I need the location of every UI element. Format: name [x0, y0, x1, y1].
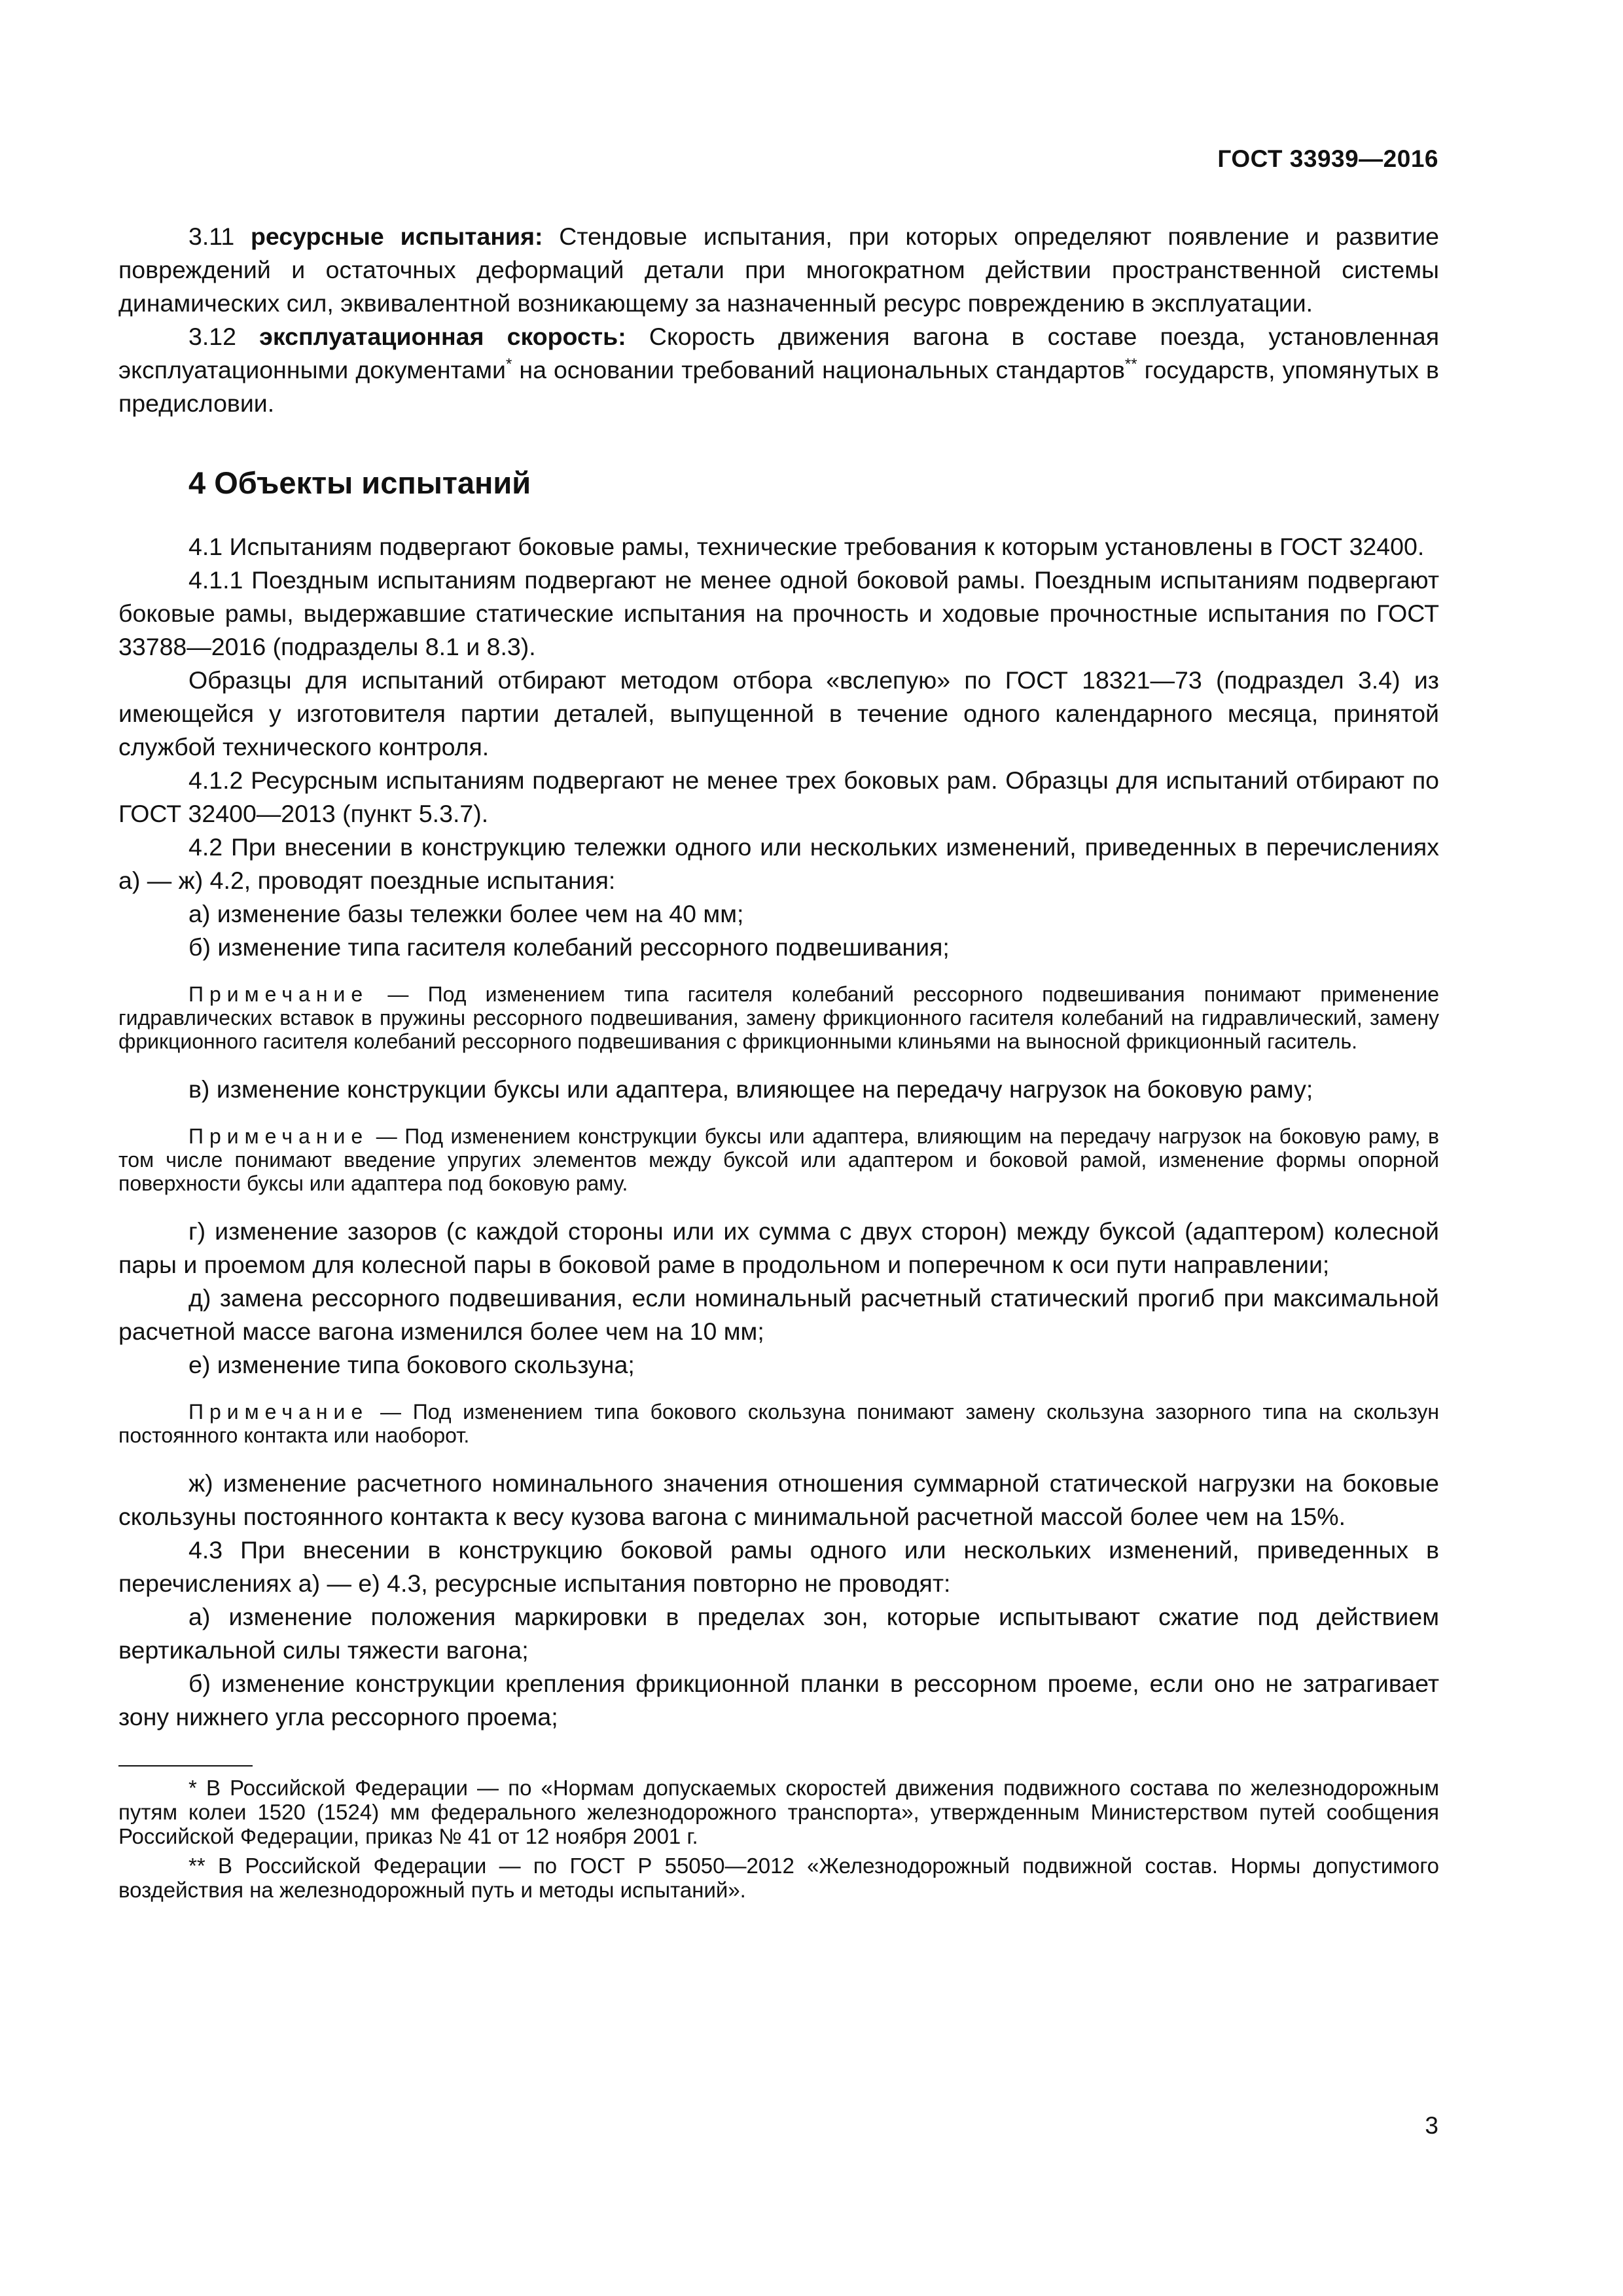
footnote-mark: ** — [1124, 355, 1137, 373]
list-item: е) изменение типа бокового скользуна; — [188, 1351, 635, 1378]
list-item: д) замена рессорного подвешивания, если номинальный расчетный статический прогиб при максимальной расчетной массе вагона изменился более чем на 10 мм; — [118, 1284, 1439, 1345]
paragraph-3-11 — [118, 220, 1439, 320]
term: эксплуатационная скорость: — [259, 323, 626, 350]
note-label: Примечание — [188, 982, 369, 1006]
list-item: в) изменение конструкции буксы или адаптера, влияющее на передачу нагрузок на боковую раму; — [188, 1075, 1313, 1103]
page-number: 3 — [1425, 2112, 1438, 2139]
clause-number: 3.12 — [188, 323, 260, 350]
definition: Стендовые испытания, при которых определяют появление и развитие повреждений и остаточных деформаций детали при многократном действии пространственной системы динамических сил, эквивалентной возникающему за назначенный ресурс повреждению в эксплуатации. — [118, 223, 1439, 317]
footnote: ** В Российской Федерации — по ГОСТ Р 55050—2012 «Железнодорожный подвижной состав. Нормы допустимого воздействия на железнодорожный путь и методы испытаний». — [118, 1854, 1439, 1902]
note — [118, 1124, 1439, 1195]
list-item: г) изменение зазоров (с каждой стороны или их сумма с двух сторон) между буксой (адаптером) колесной пары и проемом для колесной пары в боковой раме в продольном и поперечном к оси пути направлении; — [118, 1217, 1439, 1278]
note-text: — Под изменением типа бокового скользуна понимают замену скользуна зазорного типа на скользун постоянного контакта или наоборот. — [118, 1400, 1439, 1447]
list-item: б) изменение конструкции крепления фрикционной планки в рессорном проеме, если оно не затрагивает зону нижнего угла рессорного проема; — [118, 1670, 1439, 1731]
section-heading: 4 Объекты испытаний — [188, 465, 531, 500]
paragraph-4-1-1-samples: Образцы для испытаний отбирают методом отбора «вслепую» по ГОСТ 18321—73 (подраздел 3.4) из имеющейся у изготовителя партии деталей, выпущенной в течение одного календарного месяца, принятой службой технического контроля. — [118, 666, 1439, 761]
paragraph-4-2: 4.2 При внесении в конструкцию тележки одного или нескольких изменений, приведенных в перечислениях а) — ж) 4.2, проводят поездные испытания: — [118, 833, 1439, 894]
list-item: б) изменение типа гасителя колебаний рессорного подвешивания; — [188, 933, 950, 961]
term: ресурсные испытания: — [251, 223, 543, 250]
list-item: ж) изменение расчетного номинального значения отношения суммарной статической нагрузки на боковые скользуны постоянного контакта к весу кузова вагона с минимальной расчетной массой более чем на 15%. — [118, 1469, 1439, 1530]
note-label: Примечание — [188, 1400, 369, 1424]
list-item: а) изменение базы тележки более чем на 40 мм; — [188, 900, 744, 927]
note — [118, 982, 1439, 1053]
definition-part: Скорость движения вагона в составе поезда, установленная эксплуатационными документами — [118, 323, 1440, 384]
note-text: — Под изменением типа гасителя колебаний рессорного подвешивания понимают применение гидравлических вставок в пружины рессорного подвешивания, замену фрикционного гасителя колебаний на гидравлический, замену фрикционного гасителя колебаний рессорного подвешивания с фрикционными клиньями на выносной фрикционный гаситель. — [118, 982, 1439, 1053]
paragraph-4-1: 4.1 Испытаниям подвергают боковые рамы, технические требования к которым установлены в ГОСТ 32400. — [188, 533, 1425, 560]
footnote-divider — [118, 1765, 253, 1767]
paragraph-4-1-2: 4.1.2 Ресурсным испытаниям подвергают не менее трех боковых рам. Образцы для испытаний отбирают по ГОСТ 32400—2013 (пункт 5.3.7). — [118, 766, 1439, 827]
list-item: а) изменение положения маркировки в пределах зон, которые испытывают сжатие под действием вертикальной силы тяжести вагона; — [118, 1603, 1439, 1664]
footnote: * В Российской Федерации — по «Нормам допускаемых скоростей движения подвижного состава по железнодорожным путям колеи 1520 (1524) мм федерального железнодорожного транспорта», утвержденным Министерством путей сообщения Российской Федерации, приказ № 41 от 12 ноября 2001 г. — [118, 1776, 1439, 1848]
paragraph-4-3: 4.3 При внесении в конструкцию боковой рамы одного или нескольких изменений, приведенных в перечислениях а) — е) 4.3, ресурсные испытания повторно не проводят: — [118, 1536, 1439, 1597]
paragraph-4-1-1: 4.1.1 Поездным испытаниям подвергают не менее одной боковой рамы. Поездным испытаниям подвергают боковые рамы, выдержавшие статические испытания на прочность и ходовые прочностные испытания по ГОСТ 33788—2016 (подразделы 8.1 и 8.3). — [118, 566, 1439, 660]
footnote-mark: * — [505, 355, 512, 373]
document-id-header: ГОСТ 33939—2016 — [1217, 145, 1438, 172]
clause-number: 3.11 — [188, 223, 251, 250]
definition-part: государств, упомянутых в предисловии. — [118, 356, 1439, 417]
definition-part: на основании требований национальных стандартов — [512, 356, 1125, 384]
paragraph-3-12 — [118, 320, 1439, 420]
note — [118, 1400, 1439, 1447]
note-label: Примечание — [188, 1124, 369, 1148]
document-body — [118, 220, 1439, 1907]
note-text: — Под изменением конструкции буксы или адаптера, влияющим на передачу нагрузок на боковую раму, в том числе понимают введение упругих элементов между буксой или адаптером и боковой рамой, изменение формы опорной поверхности буксы или адаптера под боковую раму. — [118, 1124, 1439, 1195]
